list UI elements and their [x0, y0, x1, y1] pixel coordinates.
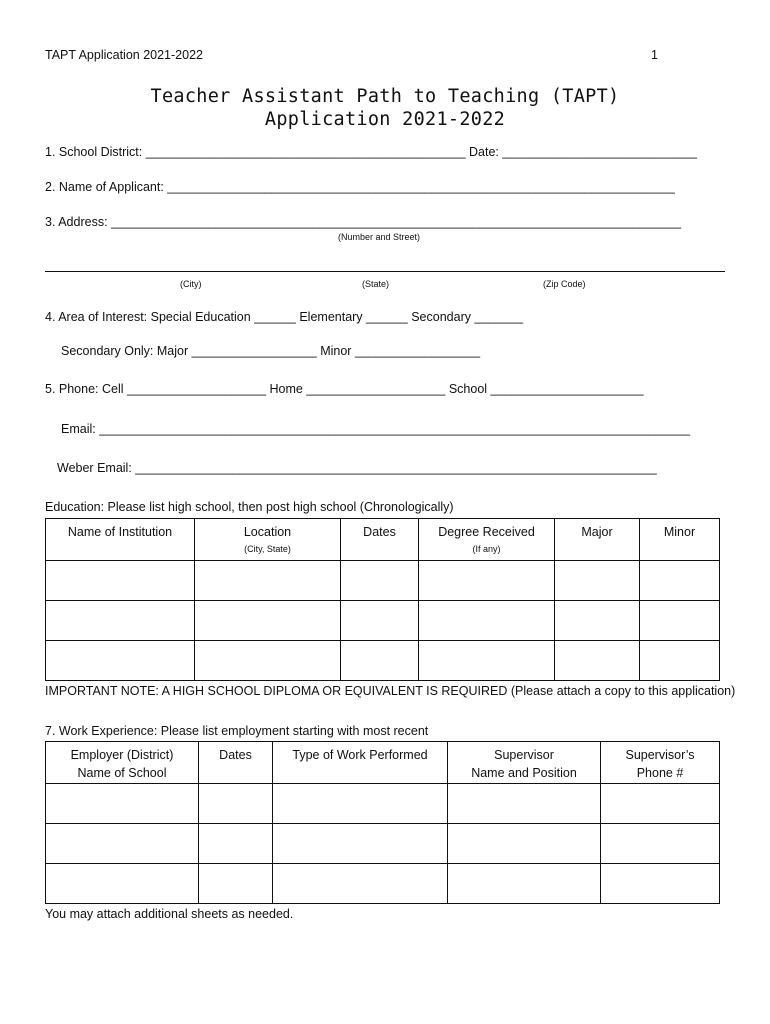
work-col-phone: Supervisor’s Phone # — [601, 742, 720, 784]
edu-col-minor: Minor — [640, 519, 720, 561]
table-cell[interactable] — [419, 641, 555, 681]
attach-sheets-note: You may attach additional sheets as needed. — [45, 907, 294, 921]
table-cell[interactable] — [341, 561, 419, 601]
table-cell[interactable] — [341, 601, 419, 641]
secondary-major-minor-field[interactable]: Secondary Only: Major __________________ Minor __________________ — [61, 344, 481, 358]
table-cell[interactable] — [419, 561, 555, 601]
table-cell[interactable] — [199, 824, 273, 864]
applicant-name-field[interactable] — [45, 180, 675, 194]
education-header-row — [46, 519, 720, 561]
table-cell[interactable] — [448, 784, 601, 824]
table-cell[interactable] — [273, 784, 448, 824]
table-cell[interactable] — [448, 824, 601, 864]
area-of-interest-field[interactable]: 4. Area of Interest: Special Education ______ Elementary ______ Secondary _______ — [45, 310, 524, 324]
work-col-employer: Employer (District) Name of School — [46, 742, 199, 784]
page-number: 1 — [651, 48, 658, 62]
education-caption: Education: Please list high school, then post high school (Chronologically) — [45, 500, 454, 514]
work-header-row — [46, 742, 720, 784]
work-col-type: Type of Work Performed — [273, 742, 448, 784]
city-state-zip-line[interactable] — [45, 271, 725, 272]
table-cell[interactable] — [46, 561, 195, 601]
edu-col-institution: Name of Institution — [46, 519, 195, 561]
address-field[interactable] — [45, 215, 681, 229]
table-cell[interactable] — [273, 864, 448, 904]
table-cell[interactable] — [419, 601, 555, 641]
date-label: Date: — [465, 145, 503, 159]
table-cell[interactable] — [46, 601, 195, 641]
table-cell[interactable] — [46, 641, 195, 681]
table-cell[interactable] — [640, 601, 720, 641]
applicant-name-label: 2. Name of Applicant: — [45, 180, 168, 194]
page-title: Teacher Assistant Path to Teaching (TAPT) — [150, 86, 620, 107]
edu-col-dates: Dates — [341, 519, 419, 561]
edu-col-location: Location (City, State) — [195, 519, 341, 561]
edu-col-major: Major — [555, 519, 640, 561]
table-cell[interactable] — [555, 601, 640, 641]
state-caption: (State) — [362, 279, 390, 289]
work-table — [45, 741, 720, 904]
table-cell[interactable] — [195, 561, 341, 601]
page-subtitle: Application 2021-2022 — [264, 109, 506, 130]
edu-col-degree: Degree Received (If any) — [419, 519, 555, 561]
work-col-supervisor: Supervisor Name and Position — [448, 742, 601, 784]
date-blank[interactable]: ____________________________ — [502, 145, 698, 159]
work-col-dates: Dates — [199, 742, 273, 784]
table-cell[interactable] — [273, 824, 448, 864]
number-street-caption: (Number and Street) — [338, 232, 421, 242]
applicant-name-blank[interactable]: _________________________________________________________________________ — [167, 180, 675, 194]
school-district-label: 1. School District: — [45, 145, 146, 159]
header-title: TAPT Application 2021-2022 — [45, 48, 203, 62]
table-cell[interactable] — [640, 641, 720, 681]
table-cell[interactable] — [601, 824, 720, 864]
table-row — [46, 561, 720, 601]
table-cell[interactable] — [46, 864, 199, 904]
school-district-field[interactable] — [45, 145, 697, 159]
table-cell[interactable] — [555, 561, 640, 601]
work-caption: 7. Work Experience: Please list employment starting with most recent — [45, 724, 429, 738]
city-caption: (City) — [180, 279, 202, 289]
table-cell[interactable] — [555, 641, 640, 681]
table-cell[interactable] — [46, 824, 199, 864]
table-cell[interactable] — [640, 561, 720, 601]
address-blank[interactable]: __________________________________________________________________________________ — [111, 215, 682, 229]
table-cell[interactable] — [46, 784, 199, 824]
table-cell[interactable] — [195, 641, 341, 681]
table-cell[interactable] — [601, 864, 720, 904]
school-district-blank[interactable]: ______________________________________________ — [145, 145, 466, 159]
table-cell[interactable] — [199, 784, 273, 824]
table-row — [46, 864, 720, 904]
table-row — [46, 824, 720, 864]
education-table — [45, 518, 720, 681]
table-cell[interactable] — [341, 641, 419, 681]
edu-col-location-sub: (City, State) — [244, 544, 291, 554]
table-row — [46, 601, 720, 641]
phone-field[interactable]: 5. Phone: Cell ____________________ Home ____________________ School ______________________ — [45, 382, 644, 396]
weber-email-field[interactable]: Weber Email: ___________________________________________________________________________ — [57, 461, 657, 475]
zip-caption: (Zip Code) — [543, 279, 586, 289]
table-row — [46, 784, 720, 824]
edu-col-degree-sub: (If any) — [472, 544, 501, 554]
email-field[interactable]: Email: _____________________________________________________________________________________ — [61, 422, 691, 436]
table-cell[interactable] — [448, 864, 601, 904]
table-cell[interactable] — [601, 784, 720, 824]
table-row — [46, 641, 720, 681]
table-cell[interactable] — [199, 864, 273, 904]
address-label: 3. Address: — [45, 215, 112, 229]
table-cell[interactable] — [195, 601, 341, 641]
diploma-note: IMPORTANT NOTE: A HIGH SCHOOL DIPLOMA OR EQUIVALENT IS REQUIRED (Please attach a copy to this application) — [45, 684, 736, 698]
